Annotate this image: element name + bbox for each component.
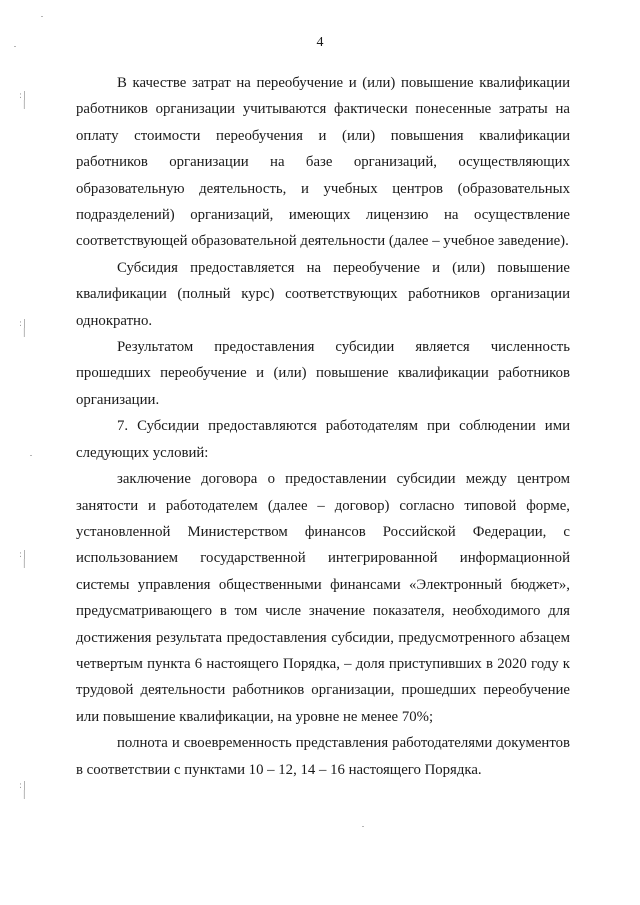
scan-artifact [30, 455, 32, 456]
paragraph-documents-condition: полнота и своевременность представления работодателями документов в соответствии с пунктами 10 – 12, 14 – 16 настоящего Порядка. [76, 735, 570, 778]
document-body [76, 70, 570, 783]
scan-artifact [41, 16, 43, 17]
paragraph-subsidy-result: Результатом предоставления субсидии является численность прошедших переобучение и (или) повышение квалификации работников организации. [76, 339, 570, 408]
page-number: 4 [316, 35, 324, 50]
paragraph-clause-7: 7. Субсидии предоставляются работодателям при соблюдении ими следующих условий: [76, 418, 570, 461]
scan-artifact: : | | [19, 91, 25, 110]
scan-artifact: : | | [19, 781, 25, 800]
paragraph-training-costs: В качестве затрат на переобучение и (или) повышение квалификации работников организации учитываются фактически понесенные затраты на оплату стоимости переобучения и (или) повышения квалификации работников организации на базе организаций, осуществляющих образовательную деятельность, и учебных центров (образовательных подразделений) организаций, имеющих лицензию на осуществление соответствующей образовательной деятельности (далее – учебное заведение). [76, 75, 570, 250]
paragraph-agreement-condition: заключение договора о предоставлении субсидии между центром занятости и работодателем (далее – договор) согласно типовой форме, установленной Министерством финансов Российской Федерации, с использованием государственной интегрированной информационной системы управления общественными финансами «Электронный бюджет», предусматривающего в том числе значение показателя, необходимого для достижения результата предоставления субсидии, предусмотренного абзацем четвертым пункта 6 настоящего Порядка, – доля приступивших в 2020 году к трудовой деятельности работников организации, прошедших переобучение или повышение квалификации, на уровне не менее 70%; [76, 471, 570, 725]
scan-artifact [362, 826, 364, 827]
paragraph-subsidy-once: Субсидия предоставляется на переобучение и (или) повышение квалификации (полный курс) соответствующих работников организации однократно. [76, 259, 570, 329]
scan-artifact: : | | [19, 319, 25, 338]
scan-artifact: : | | [19, 550, 25, 569]
